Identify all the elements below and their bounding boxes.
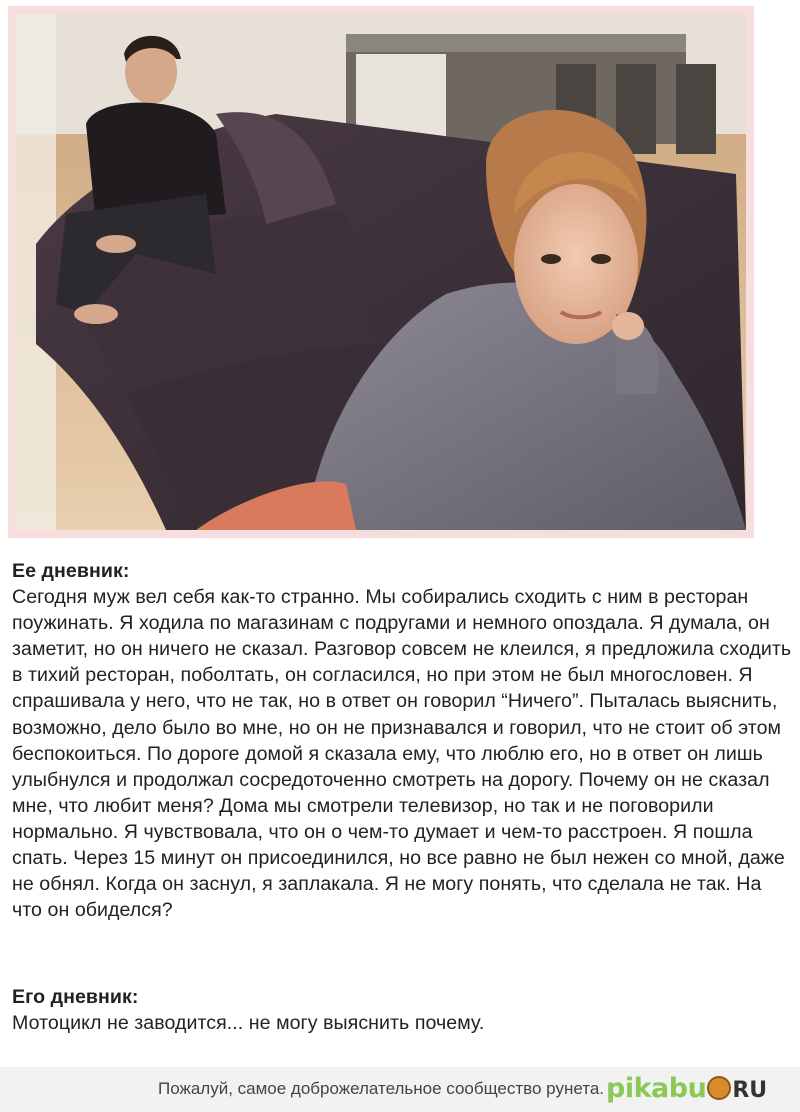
photo-frame: [8, 6, 754, 538]
pikabu-logo-icon: [707, 1076, 731, 1100]
footer-tagline: Пожалуй, самое доброжелательное сообщество рунета.: [157, 1079, 604, 1098]
her-diary-heading: Ее дневник :: [12, 558, 792, 584]
footer: [0, 1067, 800, 1112]
couple-on-sofa-photo: [16, 14, 746, 530]
his-diary: [12, 984, 792, 1036]
pikabu-logo[interactable]: [606, 1071, 796, 1107]
his-diary-heading: Его дневник :: [12, 984, 792, 1010]
his-diary-text: Мотоцикл не заводится... не могу выяснить почему.: [12, 1012, 485, 1035]
her-diary-text: Сегодня муж вел себя как-то странно. Мы собирались сходить с ним в ресторан поужинать. Я ходила по магазинам с подругами и немного опоздала. Я думала, он заметит, но он ничего не сказал. Разговор совсем не клеился, я предложила сходить в тихий ресторан, поболтать, он согласился, но при этом не был многословен. Я спрашивала у него, что не так, но в ответ он говорил “Ничего”. Пыталась выяснить, возможно, дело было во мне, но он не признавался и говорил, что не стоит об этом беспокоиться. По дороге домой я сказала ему, что люблю его, но в ответ он лишь улыбнулся и продолжал сосредоточенно смотреть на дорогу. Почему он не сказал мне, что любит меня? Дома мы смотрели телевизор, но так и не поговорили нормально. Я чувствовала, что он о чем-то думает и чем-то расстроен. Я пошла спать. Через 15 минут он присоединился, но все равно не был нежен со мной, даже не обнял. Когда он заснул, я заплакала. Я не могу понять, что сделала не так. На что он обиделся?: [12, 586, 792, 922]
her-diary: [12, 558, 792, 923]
pikabu-logo-tld: RU: [732, 1078, 768, 1103]
pikabu-logo-text: pikabu: [606, 1073, 707, 1104]
